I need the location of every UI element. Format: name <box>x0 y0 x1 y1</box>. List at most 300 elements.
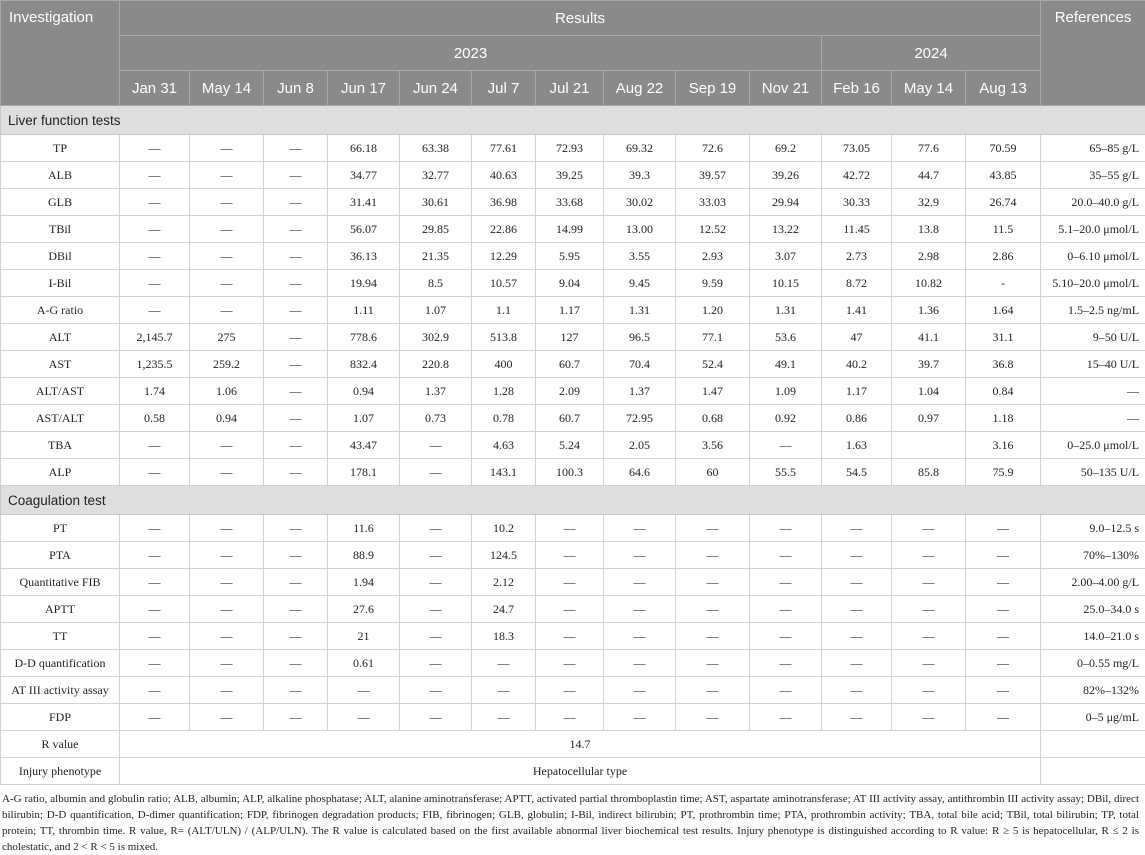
result-cell: — <box>604 623 676 650</box>
test-name: AT III activity assay <box>1 677 120 704</box>
date-header-row <box>1 71 1145 106</box>
result-cell: 0.86 <box>822 405 892 432</box>
reference-cell: 0–6.10 μmol/L <box>1041 243 1145 270</box>
result-cell: — <box>750 650 822 677</box>
reference-cell: 0–0.55 mg/L <box>1041 650 1145 677</box>
result-cell: 72.93 <box>536 135 604 162</box>
result-cell: 1.63 <box>822 432 892 459</box>
table-row <box>1 569 1145 596</box>
result-cell: — <box>120 432 190 459</box>
result-cell: 124.5 <box>472 542 536 569</box>
result-cell: 2.09 <box>536 378 604 405</box>
test-name: TT <box>1 623 120 650</box>
result-cell: — <box>966 515 1041 542</box>
reference-cell: 1.5–2.5 ng/mL <box>1041 297 1145 324</box>
result-cell: — <box>892 623 966 650</box>
result-cell: 32.77 <box>400 162 472 189</box>
date-header: May 14 <box>190 71 264 106</box>
table-row <box>1 324 1145 351</box>
year-header: 2023 <box>120 36 822 71</box>
result-cell: 39.57 <box>676 162 750 189</box>
test-name: ALP <box>1 459 120 486</box>
result-cell: 178.1 <box>328 459 400 486</box>
result-cell: 36.8 <box>966 351 1041 378</box>
result-cell: 14.99 <box>536 216 604 243</box>
result-cell: 22.86 <box>472 216 536 243</box>
result-cell: 8.5 <box>400 270 472 297</box>
test-name: TBA <box>1 432 120 459</box>
result-cell: — <box>892 677 966 704</box>
result-cell: — <box>400 569 472 596</box>
summary-name: Injury phenotype <box>1 758 120 785</box>
result-cell: 40.2 <box>822 351 892 378</box>
result-cell: — <box>264 270 328 297</box>
result-cell: — <box>190 162 264 189</box>
result-cell: 33.68 <box>536 189 604 216</box>
summary-reference <box>1041 758 1145 785</box>
result-cell: — <box>190 216 264 243</box>
result-cell: 43.85 <box>966 162 1041 189</box>
result-cell: — <box>264 297 328 324</box>
result-cell: - <box>966 270 1041 297</box>
result-cell: — <box>264 569 328 596</box>
result-cell: 12.52 <box>676 216 750 243</box>
result-cell: — <box>264 378 328 405</box>
result-cell: — <box>750 596 822 623</box>
result-cell: — <box>190 297 264 324</box>
test-name: APTT <box>1 596 120 623</box>
reference-cell: 5.10–20.0 μmol/L <box>1041 270 1145 297</box>
result-cell: — <box>328 677 400 704</box>
result-cell: — <box>892 704 966 731</box>
result-cell: 3.55 <box>604 243 676 270</box>
result-cell: 13.22 <box>750 216 822 243</box>
result-cell: 1.41 <box>822 297 892 324</box>
test-name: TBil <box>1 216 120 243</box>
result-cell: 9.59 <box>676 270 750 297</box>
result-cell: 19.94 <box>328 270 400 297</box>
result-cell: 40.63 <box>472 162 536 189</box>
result-cell: — <box>400 677 472 704</box>
result-cell: 10.57 <box>472 270 536 297</box>
result-cell: — <box>190 459 264 486</box>
result-cell: 0.58 <box>120 405 190 432</box>
result-cell: — <box>750 432 822 459</box>
test-name: Quantitative FIB <box>1 569 120 596</box>
result-cell: 47 <box>822 324 892 351</box>
result-cell: 1.20 <box>676 297 750 324</box>
summary-value: Hepatocellular type <box>120 758 1041 785</box>
result-cell: — <box>822 569 892 596</box>
result-cell: — <box>190 596 264 623</box>
result-cell: 60.7 <box>536 351 604 378</box>
result-cell: — <box>676 596 750 623</box>
result-cell: — <box>604 677 676 704</box>
result-cell: 11.6 <box>328 515 400 542</box>
date-header: May 14 <box>892 71 966 106</box>
reference-cell: 14.0–21.0 s <box>1041 623 1145 650</box>
result-cell: 2.86 <box>966 243 1041 270</box>
reference-cell: 20.0–40.0 g/L <box>1041 189 1145 216</box>
result-cell: 73.05 <box>822 135 892 162</box>
result-cell: 70.59 <box>966 135 1041 162</box>
result-cell: 0.92 <box>750 405 822 432</box>
reference-cell: 82%–132% <box>1041 677 1145 704</box>
result-cell: — <box>966 569 1041 596</box>
result-cell: 1.37 <box>604 378 676 405</box>
result-cell: — <box>822 515 892 542</box>
result-cell: — <box>604 542 676 569</box>
result-cell: 3.07 <box>750 243 822 270</box>
result-cell: — <box>264 704 328 731</box>
result-cell: 3.56 <box>676 432 750 459</box>
result-cell: — <box>676 569 750 596</box>
year-header: 2024 <box>822 36 1041 71</box>
result-cell: — <box>472 704 536 731</box>
result-cell: — <box>536 542 604 569</box>
date-header: Feb 16 <box>822 71 892 106</box>
result-cell: 1.74 <box>120 378 190 405</box>
result-cell: 43.47 <box>328 432 400 459</box>
result-cell: 12.29 <box>472 243 536 270</box>
table-row <box>1 297 1145 324</box>
investigation-header: Investigation <box>1 1 120 106</box>
table-row <box>1 162 1145 189</box>
result-cell: 39.25 <box>536 162 604 189</box>
year-header-row <box>1 36 1145 71</box>
date-header: Jul 7 <box>472 71 536 106</box>
result-cell: 88.9 <box>328 542 400 569</box>
result-cell: — <box>190 542 264 569</box>
result-cell: — <box>264 596 328 623</box>
table-row <box>1 243 1145 270</box>
result-cell: 2.73 <box>822 243 892 270</box>
summary-row <box>1 758 1145 785</box>
result-cell: 832.4 <box>328 351 400 378</box>
result-cell: 34.77 <box>328 162 400 189</box>
date-header: Aug 13 <box>966 71 1041 106</box>
test-name: D-D quantification <box>1 650 120 677</box>
result-cell: — <box>264 542 328 569</box>
result-cell: — <box>264 243 328 270</box>
table-body <box>1 106 1145 785</box>
reference-cell: 9–50 U/L <box>1041 324 1145 351</box>
result-cell: — <box>190 243 264 270</box>
result-cell: 143.1 <box>472 459 536 486</box>
reference-cell: 50–135 U/L <box>1041 459 1145 486</box>
result-cell: 1.31 <box>750 297 822 324</box>
reference-cell: — <box>1041 378 1145 405</box>
result-cell: — <box>400 515 472 542</box>
result-cell: 8.72 <box>822 270 892 297</box>
result-cell: — <box>190 677 264 704</box>
result-cell: — <box>190 432 264 459</box>
result-cell: 32.9 <box>892 189 966 216</box>
result-cell: — <box>120 297 190 324</box>
result-cell: — <box>190 650 264 677</box>
result-cell: — <box>604 704 676 731</box>
result-cell: 31.1 <box>966 324 1041 351</box>
result-cell: 1.17 <box>536 297 604 324</box>
date-header: Jun 8 <box>264 71 328 106</box>
date-header: Jan 31 <box>120 71 190 106</box>
result-cell: — <box>264 351 328 378</box>
result-cell: 13.8 <box>892 216 966 243</box>
result-cell: 1.11 <box>328 297 400 324</box>
result-cell: — <box>264 189 328 216</box>
result-cell: 70.4 <box>604 351 676 378</box>
result-cell: 0.94 <box>190 405 264 432</box>
result-cell: — <box>264 623 328 650</box>
results-header: Results <box>120 1 1041 36</box>
result-cell: 127 <box>536 324 604 351</box>
result-cell: 1.47 <box>676 378 750 405</box>
result-cell: 1.64 <box>966 297 1041 324</box>
result-cell: 9.04 <box>536 270 604 297</box>
result-cell: 30.61 <box>400 189 472 216</box>
result-cell: 64.6 <box>604 459 676 486</box>
section-title: Coagulation test <box>1 486 1145 515</box>
result-cell: 10.82 <box>892 270 966 297</box>
result-cell: 1,235.5 <box>120 351 190 378</box>
result-cell: — <box>676 677 750 704</box>
result-cell: 1.94 <box>328 569 400 596</box>
date-header: Jun 17 <box>328 71 400 106</box>
result-cell: — <box>120 596 190 623</box>
reference-cell: 35–55 g/L <box>1041 162 1145 189</box>
result-cell: — <box>676 704 750 731</box>
result-cell: 69.32 <box>604 135 676 162</box>
result-cell: 72.95 <box>604 405 676 432</box>
result-cell: 2.93 <box>676 243 750 270</box>
reference-cell: 70%–130% <box>1041 542 1145 569</box>
section-row <box>1 106 1145 135</box>
result-cell: — <box>966 704 1041 731</box>
test-name: AST <box>1 351 120 378</box>
result-cell: — <box>120 650 190 677</box>
result-cell: — <box>536 623 604 650</box>
result-cell: — <box>264 162 328 189</box>
result-cell: 18.3 <box>472 623 536 650</box>
result-cell: 13.00 <box>604 216 676 243</box>
result-cell: — <box>822 650 892 677</box>
result-cell: — <box>264 405 328 432</box>
result-cell: — <box>120 135 190 162</box>
result-cell: — <box>822 677 892 704</box>
result-cell: — <box>676 542 750 569</box>
result-cell: 53.6 <box>750 324 822 351</box>
result-cell: — <box>472 650 536 677</box>
summary-row <box>1 731 1145 758</box>
test-name: ALT <box>1 324 120 351</box>
result-cell: 11.5 <box>966 216 1041 243</box>
result-cell: 72.6 <box>676 135 750 162</box>
date-header: Jun 24 <box>400 71 472 106</box>
result-cell: — <box>822 623 892 650</box>
result-cell: — <box>676 650 750 677</box>
reference-cell: 65–85 g/L <box>1041 135 1145 162</box>
test-name: ALB <box>1 162 120 189</box>
result-cell: — <box>536 596 604 623</box>
test-name: FDP <box>1 704 120 731</box>
result-cell: — <box>264 324 328 351</box>
test-name: AST/ALT <box>1 405 120 432</box>
result-cell: 5.95 <box>536 243 604 270</box>
result-cell: — <box>264 135 328 162</box>
result-cell: — <box>750 623 822 650</box>
result-cell: 302.9 <box>400 324 472 351</box>
result-cell: — <box>190 704 264 731</box>
table-row <box>1 650 1145 677</box>
table-row <box>1 351 1145 378</box>
result-cell: — <box>676 515 750 542</box>
result-cell: 21 <box>328 623 400 650</box>
result-cell: — <box>120 623 190 650</box>
result-cell: — <box>264 216 328 243</box>
result-cell: 778.6 <box>328 324 400 351</box>
date-header: Aug 22 <box>604 71 676 106</box>
reference-cell: 0–5 μg/mL <box>1041 704 1145 731</box>
result-cell: — <box>892 515 966 542</box>
result-cell: — <box>190 623 264 650</box>
result-cell: — <box>536 677 604 704</box>
result-cell: 275 <box>190 324 264 351</box>
table-row <box>1 270 1145 297</box>
result-cell: 49.1 <box>750 351 822 378</box>
test-name: PTA <box>1 542 120 569</box>
result-cell: — <box>120 677 190 704</box>
result-cell: 55.5 <box>750 459 822 486</box>
result-cell: — <box>190 515 264 542</box>
result-cell: — <box>264 650 328 677</box>
result-cell: 77.6 <box>892 135 966 162</box>
result-cell: — <box>400 650 472 677</box>
result-cell: — <box>892 650 966 677</box>
table-header <box>1 1 1145 106</box>
result-cell: 0.84 <box>966 378 1041 405</box>
result-cell: 36.13 <box>328 243 400 270</box>
summary-value: 14.7 <box>120 731 1041 758</box>
result-cell: — <box>264 515 328 542</box>
result-cell: 39.26 <box>750 162 822 189</box>
result-cell: 1.09 <box>750 378 822 405</box>
result-cell: 96.5 <box>604 324 676 351</box>
result-cell: — <box>120 515 190 542</box>
result-cell: — <box>604 569 676 596</box>
result-cell: 41.1 <box>892 324 966 351</box>
result-cell: — <box>120 569 190 596</box>
result-cell: 3.16 <box>966 432 1041 459</box>
result-cell: — <box>264 432 328 459</box>
result-cell: — <box>604 515 676 542</box>
test-name: GLB <box>1 189 120 216</box>
result-cell: — <box>120 270 190 297</box>
result-cell: 42.72 <box>822 162 892 189</box>
reference-cell: — <box>1041 405 1145 432</box>
table-row <box>1 542 1145 569</box>
result-cell: 30.33 <box>822 189 892 216</box>
result-cell: — <box>120 243 190 270</box>
result-cell: — <box>120 162 190 189</box>
result-cell: — <box>120 216 190 243</box>
table-row <box>1 677 1145 704</box>
result-cell: — <box>892 542 966 569</box>
result-cell: 85.8 <box>892 459 966 486</box>
reference-cell: 0–25.0 μmol/L <box>1041 432 1145 459</box>
result-cell: — <box>328 704 400 731</box>
table-row <box>1 623 1145 650</box>
table-row <box>1 432 1145 459</box>
result-cell: — <box>750 569 822 596</box>
result-cell: 2.05 <box>604 432 676 459</box>
result-cell: — <box>264 677 328 704</box>
date-header: Nov 21 <box>750 71 822 106</box>
result-cell: 30.02 <box>604 189 676 216</box>
result-cell: — <box>892 569 966 596</box>
table-row <box>1 135 1145 162</box>
section-row <box>1 486 1145 515</box>
result-cell <box>892 432 966 459</box>
result-cell: 60.7 <box>536 405 604 432</box>
result-cell: 0.61 <box>328 650 400 677</box>
result-cell: 1.1 <box>472 297 536 324</box>
result-cell: 33.03 <box>676 189 750 216</box>
result-cell: 0.94 <box>328 378 400 405</box>
result-cell: 1.07 <box>328 405 400 432</box>
section-title: Liver function tests <box>1 106 1145 135</box>
result-cell: 24.7 <box>472 596 536 623</box>
reference-cell: 5.1–20.0 μmol/L <box>1041 216 1145 243</box>
result-cell: 2.12 <box>472 569 536 596</box>
table-row <box>1 704 1145 731</box>
result-cell: — <box>472 677 536 704</box>
result-cell: 10.2 <box>472 515 536 542</box>
result-cell: 66.18 <box>328 135 400 162</box>
result-cell: — <box>120 189 190 216</box>
result-cell: 1.36 <box>892 297 966 324</box>
result-cell: — <box>822 596 892 623</box>
result-cell: — <box>966 542 1041 569</box>
result-cell: — <box>750 515 822 542</box>
result-cell: — <box>400 432 472 459</box>
result-cell: — <box>750 677 822 704</box>
result-cell: — <box>400 459 472 486</box>
result-cell: — <box>400 623 472 650</box>
result-cell: — <box>190 569 264 596</box>
result-cell: — <box>120 704 190 731</box>
result-cell: — <box>190 270 264 297</box>
reference-cell: 25.0–34.0 s <box>1041 596 1145 623</box>
result-cell: — <box>822 704 892 731</box>
table-row <box>1 378 1145 405</box>
result-cell: 44.7 <box>892 162 966 189</box>
result-cell: — <box>400 596 472 623</box>
result-cell: 75.9 <box>966 459 1041 486</box>
footnote-text: A-G ratio, albumin and globulin ratio; ALB, albumin; ALP, alkaline phosphatase; ALT, alanine aminotransferase; APTT, activated partial thromboplastin time; AST, aspartate aminotransferase; AT III activity assay, antithrombin III activity assay; DBil, direct bilirubin; D-D quantification, D-dimer quantification; FDP, fibrinogen degradation products; FIB, fibrinogen; GLB, globulin; I-Bil, indirect bilirubin; PT, prothrombin time; PTA, prothrombin activity; TBA, total bile acid; TBil, total bilirubin; TP, total protein; TT, thrombin time. R value, R= (ALT/ULN) / (ALP/ULN). The R value is calculated based on the first available abnormal liver biochemical test results. Injury phenotype is distinguished according to R value: R ≥ 5 is hepatocellular, R ≤ 2 is cholestatic, and 2 < R < 5 is mixed. <box>2 791 1139 855</box>
result-cell: 5.24 <box>536 432 604 459</box>
result-cell: 54.5 <box>822 459 892 486</box>
result-cell: 100.3 <box>536 459 604 486</box>
result-cell: — <box>190 189 264 216</box>
result-cell: 11.45 <box>822 216 892 243</box>
result-cell: 60 <box>676 459 750 486</box>
result-cell: 0.68 <box>676 405 750 432</box>
result-cell: 1.37 <box>400 378 472 405</box>
result-cell: 63.38 <box>400 135 472 162</box>
summary-name: R value <box>1 731 120 758</box>
result-cell: — <box>120 542 190 569</box>
result-cell: — <box>604 650 676 677</box>
